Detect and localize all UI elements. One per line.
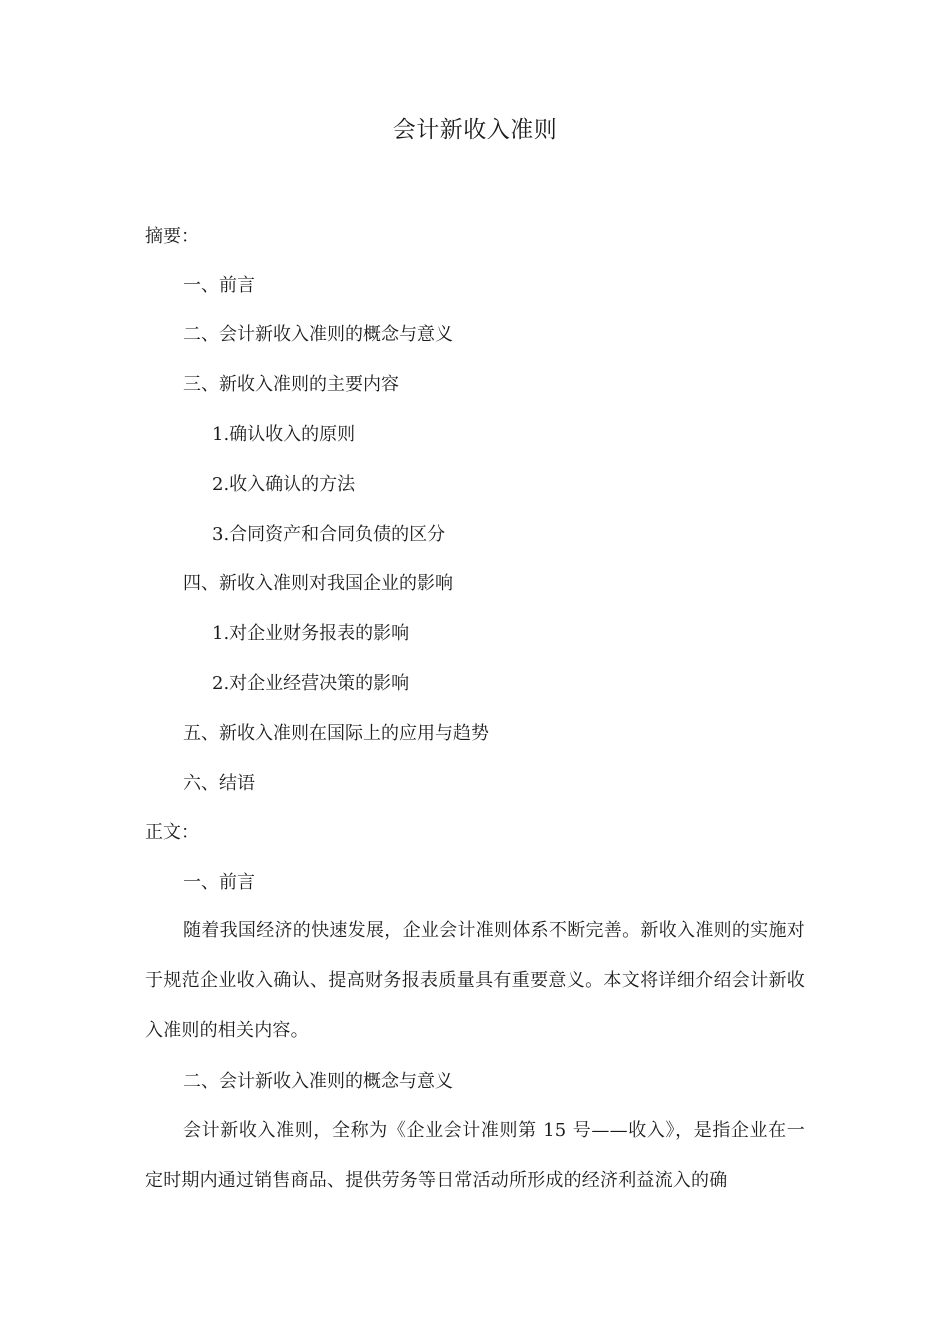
toc-subitem: 3.合同资产和合同负债的区分 [212, 524, 446, 545]
section-paragraph: 随着我国经济的快速发展，企业会计准则体系不断完善。新收入准则的实施对于规范企业收入确认、提高财务报表质量具有重要意义。本文将详细介绍会计新收入准则的相关内容。 [145, 920, 805, 1041]
toc-subitem: 1.对企业财务报表的影响 [212, 623, 410, 644]
section-paragraph: 会计新收入准则，全称为《企业会计准则第 15 号——收入》，是指企业在一定时期内通过销售商品、提供劳务等日常活动所形成的经济利益流入的确 [145, 1120, 805, 1191]
document-title: 会计新收入准则 [392, 117, 558, 143]
toc-subitem: 1.确认收入的原则 [212, 424, 356, 445]
toc-subitem: 2.收入确认的方法 [212, 474, 356, 495]
body-label: 正文： [145, 822, 199, 843]
toc-item: 五、新收入准则在国际上的应用与趋势 [183, 723, 489, 744]
section-heading: 一、前言 [183, 872, 255, 893]
abstract-label: 摘要： [145, 226, 199, 247]
toc-item: 六、结语 [183, 773, 255, 794]
toc-item: 三、新收入准则的主要内容 [183, 374, 399, 395]
toc-item: 四、新收入准则对我国企业的影响 [183, 573, 453, 594]
toc-item: 二、会计新收入准则的概念与意义 [183, 324, 453, 345]
toc-subitem: 2.对企业经营决策的影响 [212, 673, 410, 694]
section-heading: 二、会计新收入准则的概念与意义 [183, 1071, 453, 1092]
toc-item: 一、前言 [183, 275, 255, 296]
